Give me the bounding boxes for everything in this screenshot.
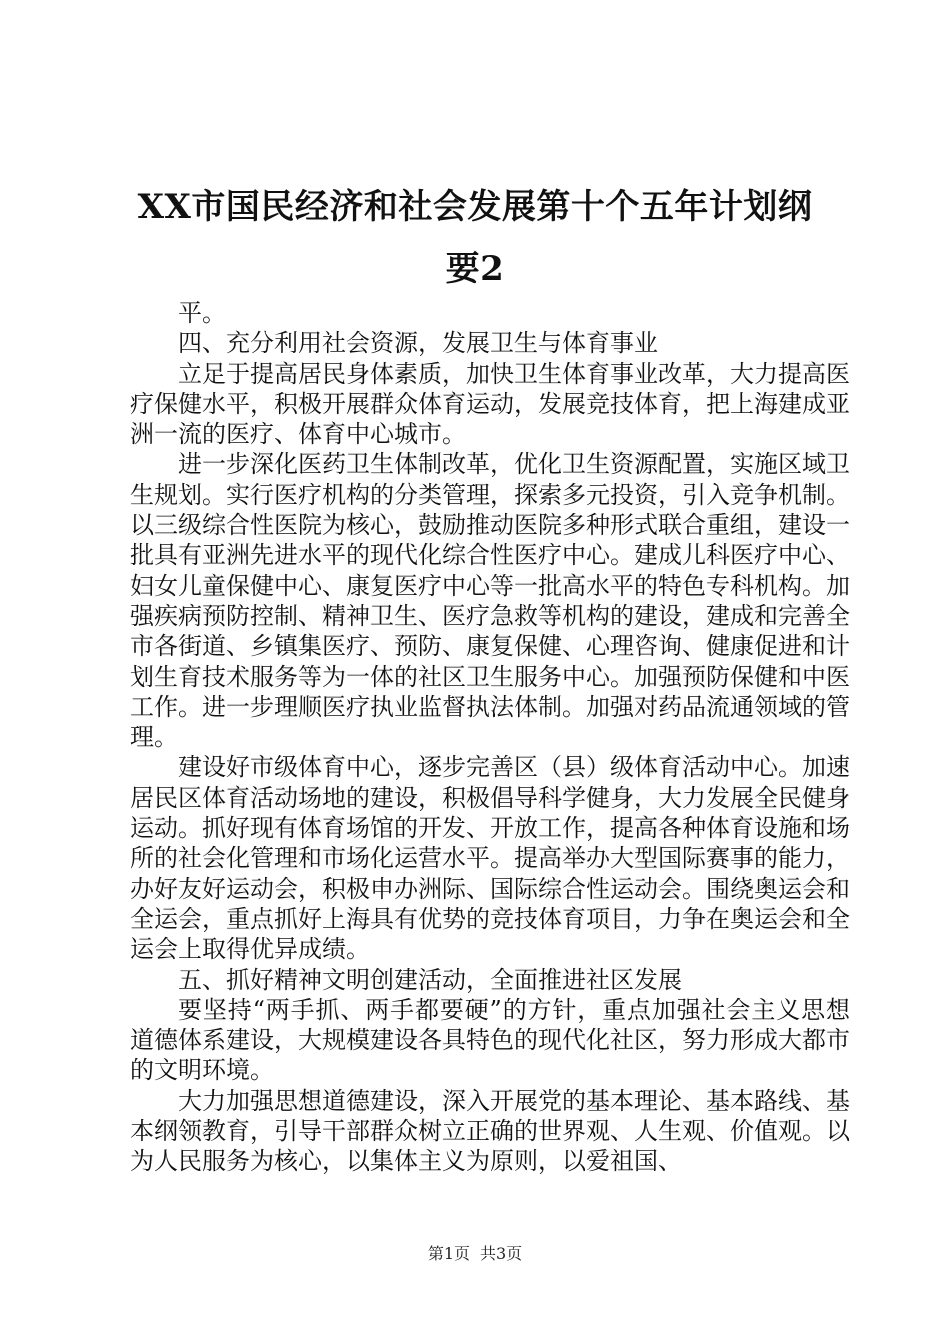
- paragraph: 建设好市级体育中心，逐步完善区（县）级体育活动中心。加速居民区体育活动场地的建设，积极倡导科学健身，大力发展全民健身运动。抓好现有体育场馆的开发、开放工作，提高各种体育设施和场所的社会化管理和市场化运营水平。提高举办大型国际赛事的能力，办好友好运动会，积极申办洲际、国际综合性运动会。围绕奥运会和全运会，重点抓好上海具有优势的竞技体育项目，力争在奥运会和全运会上取得优异成绩。: [130, 753, 850, 964]
- page-footer: [0, 1244, 950, 1264]
- title-line-1: XX市国民经济和社会发展第十个五年计划纲: [137, 187, 813, 227]
- section-heading-5: 五、抓好精神文明创建活动，全面推进社区发展: [178, 965, 682, 994]
- document-body: [130, 298, 850, 1177]
- document-title: [100, 176, 850, 300]
- paragraph: 要坚持“两手抓、两手都要硬”的方针，重点加强社会主义思想道德体系建设，大规模建设各具特色的现代化社区，努力形成大都市的文明环境。: [130, 995, 850, 1085]
- paragraph: 大力加强思想道德建设，深入开展党的基本理论、基本路线、基本纲领教育，引导干部群众树立正确的世界观、人生观、价值观。以为人民服务为核心，以集体主义为原则，以爱祖国、: [130, 1086, 850, 1176]
- page-number-current: 第1页: [427, 1244, 470, 1263]
- title-line-2: 要2: [445, 249, 505, 289]
- paragraph: 立足于提高居民身体素质，加快卫生体育事业改革，大力提高医疗保健水平，积极开展群众体育运动，发展竞技体育，把上海建成亚洲一流的医疗、体育中心城市。: [130, 359, 850, 449]
- paragraph-continuation: 平。: [178, 299, 226, 327]
- section-heading-4: 四、充分利用社会资源，发展卫生与体育事业: [178, 329, 658, 358]
- page-number-total: 共3页: [480, 1244, 523, 1263]
- paragraph: 进一步深化医药卫生体制改革，优化卫生资源配置，实施区域卫生规划。实行医疗机构的分类管理，探索多元投资，引入竞争机制。以三级综合性医院为核心，鼓励推动医院多种形式联合重组，建设一批具有亚洲先进水平的现代化综合性医疗中心。建成儿科医疗中心、妇女儿童保健中心、康复医疗中心等一批高水平的特色专科机构。加强疾病预防控制、精神卫生、医疗急救等机构的建设，建成和完善全市各街道、乡镇集医疗、预防、康复保健、心理咨询、健康促进和计划生育技术服务等为一体的社区卫生服务中心。加强预防保健和中医工作。进一步理顺医疗执业监督执法体制。加强对药品流通领域的管理。: [130, 450, 850, 752]
